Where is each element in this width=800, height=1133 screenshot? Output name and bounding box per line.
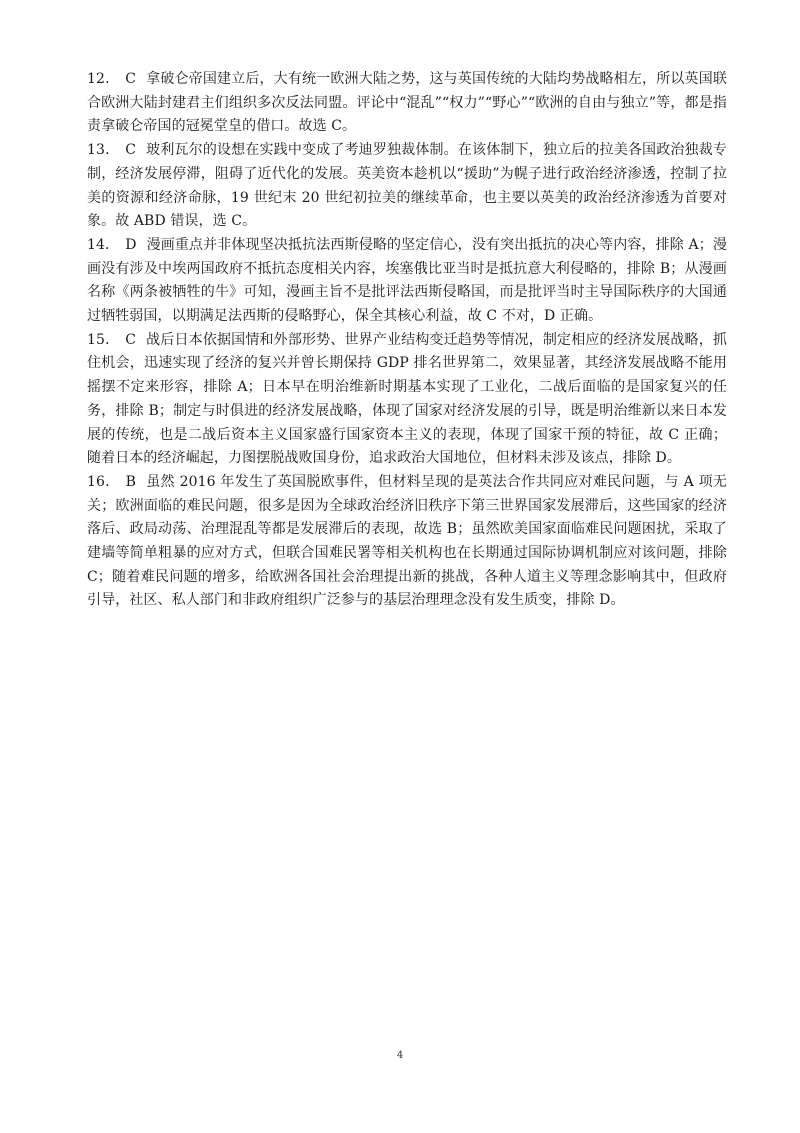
answer-explanation: 漫画重点并非体现坚决抵抗法西斯侵略的坚定信心，没有突出抵抗的决心等内容，排除 A；漫画没有涉及中埃两国政府不抵抗态度相关内容，埃塞俄比亚当时是抵抗意大利侵略的，排除 B；从漫画名称《两条被牺牲的牛》可知，漫画主旨不是批评法西斯侵略国，而是批评当时主导国际秩序的大国通过牺牲弱国，以期满足法西斯的侵略野心，保全其核心利益，故 C 不对，D 正确。 [87,236,727,325]
answer-item-15 [87,329,727,471]
answer-key: C [125,71,137,87]
answer-key: C [125,331,137,348]
answer-explanation: 玻利瓦尔的设想在实践中变成了考迪罗独裁体制。在该体制下，独立后的拉美各国政治独裁专制，经济发展停滞，阻碍了近代化的发展。英美资本趁机以“援助”为幌子进行政治经济渗透，控制了拉美的资源和经济命脉，19 世纪末 20 世纪初拉美的继续革命，也主要以英美的政治经济渗透为首要对象。故 ABD 错误，选 C。 [87,142,727,230]
answer-explanations [87,68,727,613]
answer-key: B [125,473,136,490]
answer-key: D [125,236,137,253]
answer-item-12 [87,68,727,139]
answer-explanation: 战后日本依据国情和外部形势、世界产业结构变迁趋势等情况，制定相应的经济发展战略，抓住机会，迅速实现了经济的复兴并曾长期保持 GDP 排名世界第二，效果显著，其经济发展战略不能用摇摆不定来形容，排除 A；日本早在明治维新时期基本实现了工业化，二战后面临的是国家复兴的任务，排除 B；制定与时俱进的经济发展战略，体现了国家对经济发展的引导，既是明治维新以来日本发展的传统，也是二战后资本主义国家盛行国家资本主义的表现，体现了国家干预的特征，故 C 正确；随着日本的经济崛起，力图摆脱战败国身份，追求政治大国地位，但材料未涉及该点，排除 D。 [87,331,727,467]
question-number: 15． [87,331,120,348]
answer-explanation: 虽然 2016 年发生了英国脱欧事件，但材料呈现的是英法合作共同应对难民问题，与 A 项无关；欧洲面临的难民问题，很多是因为全球政治经济旧秩序下第三世界国家发展滞后，这些国家的经济落后、政局动荡、治理混乱等都是发展滞后的表现，故选 B；虽然欧美国家面临难民问题困扰，采取了建墙等简单粗暴的应对方式，但联合国难民署等相关机构也在长期通过国际协调机制应对该问题，排除 C；随着难民问题的增多，给欧洲各国社会治理提出新的挑战，各种人道主义等理念影响其中，但政府引导，社区、私人部门和非政府组织广泛参与的基层治理理念没有发生质变，排除 D。 [87,473,727,609]
page-number: 4 [396,1050,404,1061]
answer-item-13 [87,139,727,234]
answer-key: C [125,142,137,159]
answer-item-14 [87,234,727,329]
question-number: 16． [87,473,120,490]
question-number: 13． [87,142,120,159]
answer-item-16 [87,471,727,613]
question-number: 14． [87,236,120,253]
question-number: 12． [87,71,120,87]
answer-explanation: 拿破仑帝国建立后，大有统一欧洲大陆之势，这与英国传统的大陆均势战略相左，所以英国联合欧洲大陆封建君主们组织多次反法同盟。评论中“混乱”“权力”“野心”“欧洲的自由与独立”等，都是指责拿破仑帝国的冠冕堂皇的借口。故选 C。 [87,71,727,135]
